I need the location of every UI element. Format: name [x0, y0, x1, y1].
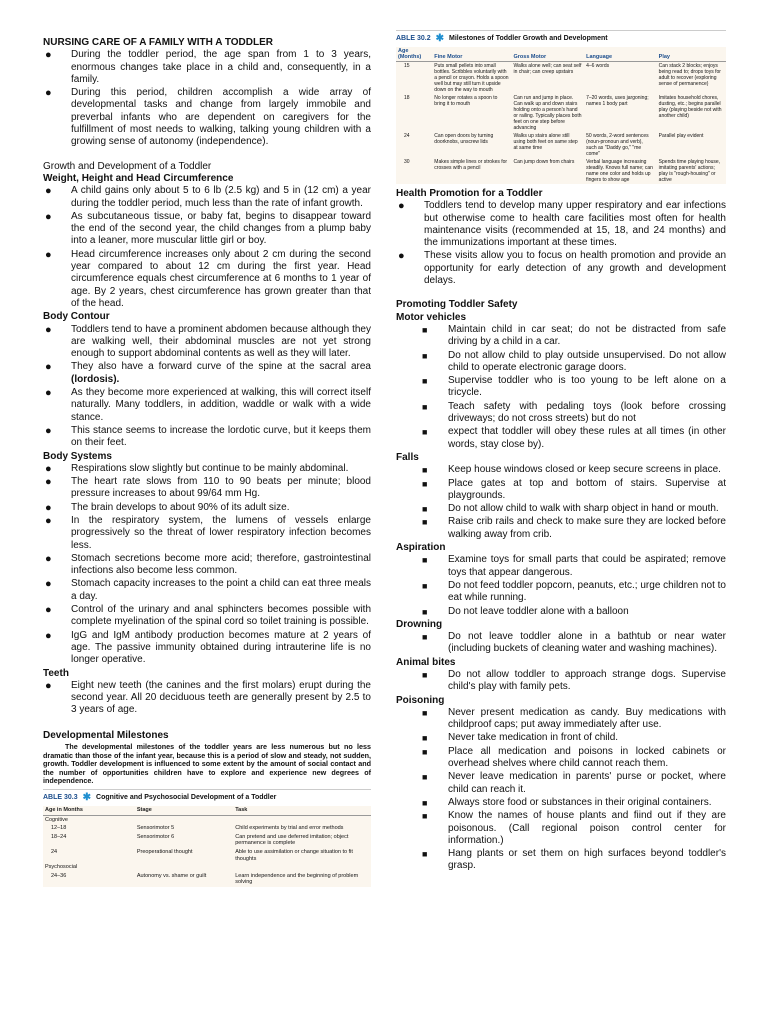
list-item: ● Head circumference increases only about 2 cm during the second year compared to about 12 cm during the first year. Head circumference equals chest circumference at 6 months to 1 year of age. By 2 years, chest circumference has grown greater than that of the head.: [45, 248, 371, 309]
table-cell: Preoperational thought: [136, 848, 193, 855]
table-cell: 50 words, 2-word sentences (noun-pronoun and verb), such as "Daddy go," "me come": [586, 133, 649, 157]
table-cell: Can pretend and use deferred imitation; object permanence is complete: [235, 833, 349, 847]
list-item: ● Toddlers tend to have a prominent abdomen because although they are walking well, their abdominal muscles are not yet strong enough to support abdominal contents as well as they will later.: [45, 323, 371, 360]
weight-heading: Weight, Height and Head Circumference: [43, 172, 234, 184]
animal-list: [396, 669, 726, 694]
list-item: ■ Do not leave toddler alone in a bathtub or near water (including buckets of cleaning water and washing machines).: [422, 631, 726, 655]
table-cell: Can open doors by turning doorknobs, unscrew lids: [434, 133, 494, 145]
list-item: ● This stance seems to increase the lordotic curve, but it keeps them on their feet.: [45, 424, 371, 449]
list-item: ● During this period, children accomplish a wide array of developmental tasks and change from largely immobile and preverbal infants who are dependent on caregivers for the fulfillment of most needs to walking, talking young children with a growing sense of autonomy (independence).: [45, 87, 371, 148]
table-cell: Child experiments by trial and error methods: [235, 825, 344, 832]
table-row: [43, 848, 371, 863]
safety-heading: Promoting Toddler Safety: [396, 299, 518, 311]
table-cell: Able to use assimilation or change situation to fit thoughts: [235, 848, 353, 862]
column-header: Age (Months): [396, 47, 432, 62]
table-row: [396, 132, 726, 158]
table-cell: 4–6 words: [586, 63, 610, 69]
systems-heading: Body Systems: [43, 450, 112, 462]
drowning-list: [396, 631, 726, 656]
list-item: ■ Do not allow child to play outside unsupervised. Do not allow child to operate electronic garage doors.: [422, 349, 726, 373]
column-header: Gross Motor: [511, 47, 584, 62]
list-item: ● Stomach secretions become more acid; therefore, gastrointestinal infections also become less common.: [45, 552, 371, 577]
list-item: ■ Never leave medication in parents' purse or pocket, where child can reach it.: [422, 771, 726, 795]
table-row: [43, 815, 371, 824]
table-cell: 15: [404, 63, 410, 69]
list-item: ■ Examine toys for small parts that could be aspirated; remove toys that appear dangerous.: [422, 554, 726, 578]
table-cell: Can run and jump in place. Can walk up and down stairs holding onto a person's hand or railing. Typically places both feet on one step before advancing: [513, 95, 582, 131]
table-30-3-title: ABLE 30.3 ✱ Cognitive and Psychosocial Development of a Toddler: [43, 790, 371, 806]
table-cell: Cognitive: [45, 816, 68, 823]
table-30-2-grid: [396, 47, 726, 184]
list-item: ● They also have a forward curve of the spine at the sacral area (lordosis).: [45, 361, 371, 385]
table-cell: 24–36: [51, 872, 67, 879]
list-item: ● During the toddler period, the age span from 1 to 3 years, enormous changes take place in a child and, consequently, in a family.: [45, 49, 371, 85]
table-row: [396, 62, 726, 95]
table-cell: 12–18: [51, 825, 67, 832]
list-item: ● Control of the urinary and anal sphincters becomes possible with complete myelination of the spinal cord so toilet training is possible.: [45, 604, 371, 628]
milestones-paragraph: The developmental milestones of the toddler years are less numerous but no less dramatic than those of the infant year, because this is a period of slow and steady, not sudden, growth. Toddler development is influenced to some extent by the amount of social contact and the number of opportunities children have to explore and experience new degrees of independence.: [43, 742, 371, 786]
table-row: [396, 158, 726, 184]
table-cell: [233, 863, 371, 872]
list-item: ■ Supervise toddler who is too young to be left alone on a tricycle.: [422, 375, 726, 399]
teeth-heading: Teeth: [43, 667, 69, 679]
table-cell: Walks up stairs alone still using both feet on same step at same time: [513, 133, 578, 151]
table-row: [43, 863, 371, 872]
column-header: Task: [233, 806, 371, 815]
weight-list: [43, 185, 371, 310]
list-item: ■ Do not allow toddler to approach strange dogs. Supervise child's play with family pets.: [422, 668, 726, 693]
table-cell: [135, 863, 233, 872]
aspiration-list: [396, 554, 726, 617]
table-cell: 18–24: [51, 833, 67, 840]
table-cell: Verbal language increasing steadily. Knows full name; can name one color and holds up fingers to show age: [586, 159, 653, 183]
list-item: ■ Do not leave toddler alone with a balloon: [422, 605, 629, 617]
list-item: ■ Teach safety with pedaling toys (look before crossing driveways; do not cross streets) but do not: [422, 400, 726, 425]
column-header: Fine Motor: [432, 47, 511, 62]
falls-list: [396, 464, 726, 541]
table-cell: Autonomy vs. shame or guilt: [136, 872, 207, 879]
list-item: ■ Place all medication and poisons in locked cabinets or overhead shelves where child cannot reach them.: [422, 745, 726, 770]
table-cell: Parallel play evident: [658, 133, 704, 139]
list-item: ■ Never take medication in front of child.: [422, 732, 619, 744]
list-item: ■ Know the names of house plants and fiind out if they are poisonous. (Call regional poison control center for information.): [422, 810, 726, 846]
table-cell: Sensorimotor 6: [136, 833, 175, 840]
falls-heading: Falls: [396, 451, 419, 463]
column-header: Stage: [135, 806, 233, 815]
table-cell: [135, 815, 233, 824]
list-item: ● Eight new teeth (the canines and the first molars) erupt during the second year. All 20 deciduous teeth are generally present by 2.5 to 3 years of age.: [45, 679, 371, 716]
drowning-heading: Drowning: [396, 618, 443, 630]
table-cell: 18: [404, 95, 410, 101]
asterisk-icon: ✱: [82, 792, 92, 803]
contour-heading: Body Contour: [43, 311, 110, 323]
table-cell: Walks alone well; can seat self in chair; can creep upstairs: [513, 63, 582, 75]
table-cell: Can jump down from chairs: [513, 159, 575, 165]
right-column: [396, 30, 726, 874]
table-30-3: [43, 789, 371, 887]
list-item: ● IgG and IgM antibody production becomes mature at 2 years of age. The passive immunity obtained during intrauterine life is no longer operative.: [45, 629, 371, 666]
list-item: ■ Do not allow child to walk with sharp object in hand or mouth.: [422, 503, 719, 515]
table-cell: Puts small pellets into small bottles. Scribbles voluntarily with a pencil or crayon. Holds a spoon well but may still turn it upside down on the way to mouth: [434, 63, 509, 93]
health-list: [396, 200, 726, 287]
list-item: ● In the respiratory system, the lumens of vessels enlarge progressively so the threat of lower respiratory infection becomes less.: [45, 514, 371, 551]
animal-heading: Animal bites: [396, 656, 456, 668]
table-30-2: [396, 30, 726, 184]
list-item: ● The brain develops to about 90% of its adult size.: [45, 501, 290, 514]
table-cell: 24: [404, 133, 410, 139]
list-item: ■ Always store food or substances in their original containers.: [422, 796, 712, 808]
intro-list: [43, 49, 371, 148]
health-heading: Health Promotion for a Toddler: [396, 188, 543, 199]
list-item: ● These visits allow you to focus on health promotion and provide an opportunity for early detection of any growth and development delays.: [398, 250, 726, 287]
list-item: ■ Do not feed toddler popcorn, peanuts, etc.; urge children not to eat while running.: [422, 579, 726, 604]
poison-list: [396, 707, 726, 873]
list-item: ■ Maintain child in car seat; do not be distracted from safe driving by a child in a car.: [422, 323, 726, 348]
left-column: [43, 37, 371, 887]
list-item: ■ Never present medication as candy. Buy medications with childproof caps; put away immediately after use.: [422, 706, 726, 731]
list-item: ● A child gains only about 5 to 6 lb (2.5 kg) and 5 in (12 cm) a year during the toddler period, much less than the rate of infant growth.: [45, 185, 371, 209]
table-cell: 24: [51, 848, 58, 855]
page-title: NURSING CARE OF A FAMILY WITH A TODDLER: [43, 37, 274, 48]
growth-heading: Growth and Development of a Toddler: [43, 160, 212, 172]
motor-list: [396, 324, 726, 451]
list-item: ● Toddlers tend to develop many upper respiratory and ear infections but otherwise come to health care facilities most often for health maintenance visits (recommended at 15, 18, and 24 months) and the immunizations important at these times.: [398, 200, 726, 249]
teeth-list: [43, 680, 371, 717]
asterisk-icon: ✱: [435, 33, 445, 44]
table-cell: Psychosocial: [45, 864, 78, 871]
table-cell: No longer rotates a spoon to bring it to mouth: [434, 95, 498, 107]
list-item: ● As subcutaneous tissue, or baby fat, begins to disappear toward the end of the second year, the child changes from a plump baby into a leaner, more muscular little girl or boy.: [45, 210, 371, 247]
list-item: ■ Keep house windows closed or keep secure screens in place.: [422, 464, 721, 476]
column-header: Age in Months: [43, 806, 135, 815]
table-cell: Can stack 2 blocks; enjoys being read to; drops toys for adult to recover (exploring sense of permanence): [658, 63, 721, 87]
column-header: Play: [657, 47, 726, 62]
table-row: [43, 824, 371, 833]
table-cell: 30: [404, 159, 410, 165]
table-30-2-title: ABLE 30.2 ✱ Milestones of Toddler Growth and Development: [396, 31, 726, 47]
aspiration-heading: Aspiration: [396, 542, 446, 554]
column-header: Language: [584, 47, 657, 62]
table-cell: Spends time playing house, imitating parents' actions; play is "rough-housing" or active: [658, 159, 721, 183]
list-item: ■ Place gates at top and bottom of stairs. Supervise at playgrounds.: [422, 477, 726, 501]
table-cell: [233, 815, 371, 824]
table-row: [396, 94, 726, 132]
table-30-3-grid: [43, 806, 371, 887]
table-cell: 7–20 words, uses jargoning; names 1 body part: [586, 95, 649, 107]
list-item: ● Stomach capacity increases to the point a child can eat three meals a day.: [45, 578, 371, 602]
table-row: [43, 872, 371, 887]
table-cell: Imitates household chores, dusting, etc.; begins parallel play (playing beside not with another child): [658, 95, 722, 119]
motor-heading: Motor vehicles: [396, 311, 467, 323]
table-cell: Sensorimotor 5: [136, 825, 175, 832]
list-item: ■ expect that toddler will obey these rules at all times (in other words, stay close by).: [422, 426, 726, 450]
list-item: ■ Raise crib rails and check to make sure they are locked before walking away from crib.: [422, 516, 726, 540]
table-row: [43, 833, 371, 848]
systems-list: [43, 463, 371, 667]
list-item: ● The heart rate slows from 110 to 90 beats per minute; blood pressure increases to about 99/64 mm Hg.: [45, 476, 371, 500]
poison-heading: Poisoning: [396, 694, 445, 706]
lordosis-term: (lordosis).: [71, 373, 120, 385]
contour-list: [43, 324, 371, 450]
table-cell: Learn independence and the beginning of problem solving: [235, 872, 359, 886]
list-item: ● Respirations slow slightly but continue to be mainly abdominal.: [45, 462, 349, 475]
list-item: ■ Hang plants or set them on high surfaces beyond toddler's grasp.: [422, 848, 726, 872]
table-cell: Makes simple lines or strokes for crosses with a pencil: [434, 159, 508, 171]
list-item: ● As they become more experienced at walking, this will correct itself naturally. Many toddlers, in addition, waddle or walk with a wide stance.: [45, 387, 371, 423]
milestones-heading: Developmental Milestones: [43, 729, 169, 741]
